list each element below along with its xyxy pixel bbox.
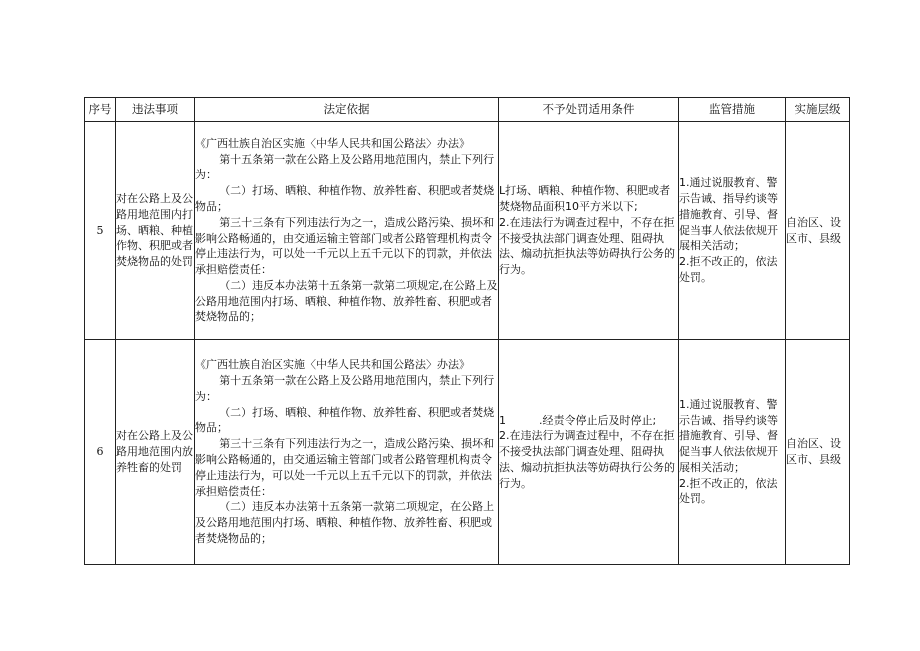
implementation-level: 自治区、设区市、县级: [786, 122, 850, 340]
row-number: 5: [85, 122, 116, 340]
implementation-level: 自治区、设区市、县级: [786, 340, 850, 565]
exemption-conditions: [499, 122, 679, 340]
table-row: [85, 340, 850, 565]
basis-line: （二）违反本办法第十五条第一款第二项规定,在公路上及公路用地范围内打场、晒粮、种植作物、放养牲畜、积肥或者焚烧物品的；: [195, 278, 498, 324]
exemption-conditions: [499, 340, 679, 565]
basis-line: 第三十三条有下列违法行为之一，造成公路污染、损坏和影响公路畅通的，由交通运输主管部门或者公路管理机构责令停止违法行为，可以处一千元以上五千元以下的罚款，并依法承担赔偿责任：: [195, 437, 495, 498]
header-issue: 违法事项: [116, 98, 195, 122]
header-seq: 序号: [85, 98, 116, 122]
header-level: 实施层级: [786, 98, 850, 122]
measure-line: 1.通过说服教育、警示告诫、指导约谈等措施教育、引导、督促当事人依法依规开展相关活动；: [679, 176, 778, 253]
basis-line: （二）打场、晒粮、种植作物、放养牲畜、积肥或者焚烧物品；: [195, 184, 495, 213]
basis-line: 《广西壮族自治区实施〈中华人民共和国公路法〉办法》: [195, 358, 470, 372]
condition-line: L打场、晒粮、种植作物、积肥或者焚烧物品面积10平方米以下;: [499, 184, 671, 213]
table-header-row: [85, 98, 850, 122]
measure-line: 1.通过说服教育、警示告诫、指导约谈等措施教育、引导、督促当事人依法依规开展相关活动；: [679, 397, 778, 474]
regulation-table: [84, 97, 850, 565]
measure-line: 2.拒不改正的，依法处罚。: [679, 255, 778, 284]
basis-line: （二）打场、晒粮、种植作物、放养牲畜、积肥或者焚烧物品；: [195, 405, 495, 435]
basis-line: （二）违反本办法第十五条第一款第二项规定，在公路上及公路用地范围内打场、晒粮、种植作物、放养牲畜、积肥或者焚烧物品的；: [195, 500, 495, 545]
header-measures: 监管措施: [679, 98, 786, 122]
condition-line: 2.在违法行为调查过程中，不存在拒不接受执法部门调查处理、阻碍执法、煽动抗拒执法等妨碍执行公务的行为。: [499, 429, 675, 490]
row-number: 6: [85, 340, 116, 565]
header-legal-basis: 法定依据: [195, 98, 499, 122]
basis-line: 《广西壮族自治区实施〈中华人民共和国公路法〉办法》: [195, 136, 470, 150]
basis-line: 第三十三条有下列违法行为之一，造成公路污染、损坏和影响公路畅通的，由交通运输主管部门或者公路管理机构责令停止违法行为，可以处一千元以上五千元以下的罚款，并依法承担赔偿责任：: [195, 215, 495, 277]
basis-line: 第十五条第一款在公路上及公路用地范围内，禁止下列行为：: [195, 152, 495, 182]
header-conditions: 不予处罚适用条件: [499, 98, 679, 122]
supervision-measures: [679, 340, 786, 565]
condition-line: 2.在违法行为调查过程中，不存在拒不接受执法部门调查处理、阻碍执法、煽动抗拒执法等妨碍执行公务的行为。: [499, 215, 675, 277]
basis-line: 第十五条第一款在公路上及公路用地范围内，禁止下列行为：: [195, 374, 495, 403]
violation-item: 对在公路上及公路用地范围内打场、晒粮、种植作物、积肥或者焚烧物品的处罚: [116, 122, 195, 340]
measure-line: 2.拒不改正的，依法处罚。: [679, 476, 778, 506]
supervision-measures: [679, 122, 786, 340]
violation-item: 对在公路上及公路用地范围内放养牲畜的处罚: [116, 340, 195, 565]
legal-basis: [195, 340, 499, 565]
condition-line: 1 .经责令停止后及时停止;: [499, 413, 657, 427]
table-row: [85, 122, 850, 340]
legal-basis: [195, 122, 499, 340]
